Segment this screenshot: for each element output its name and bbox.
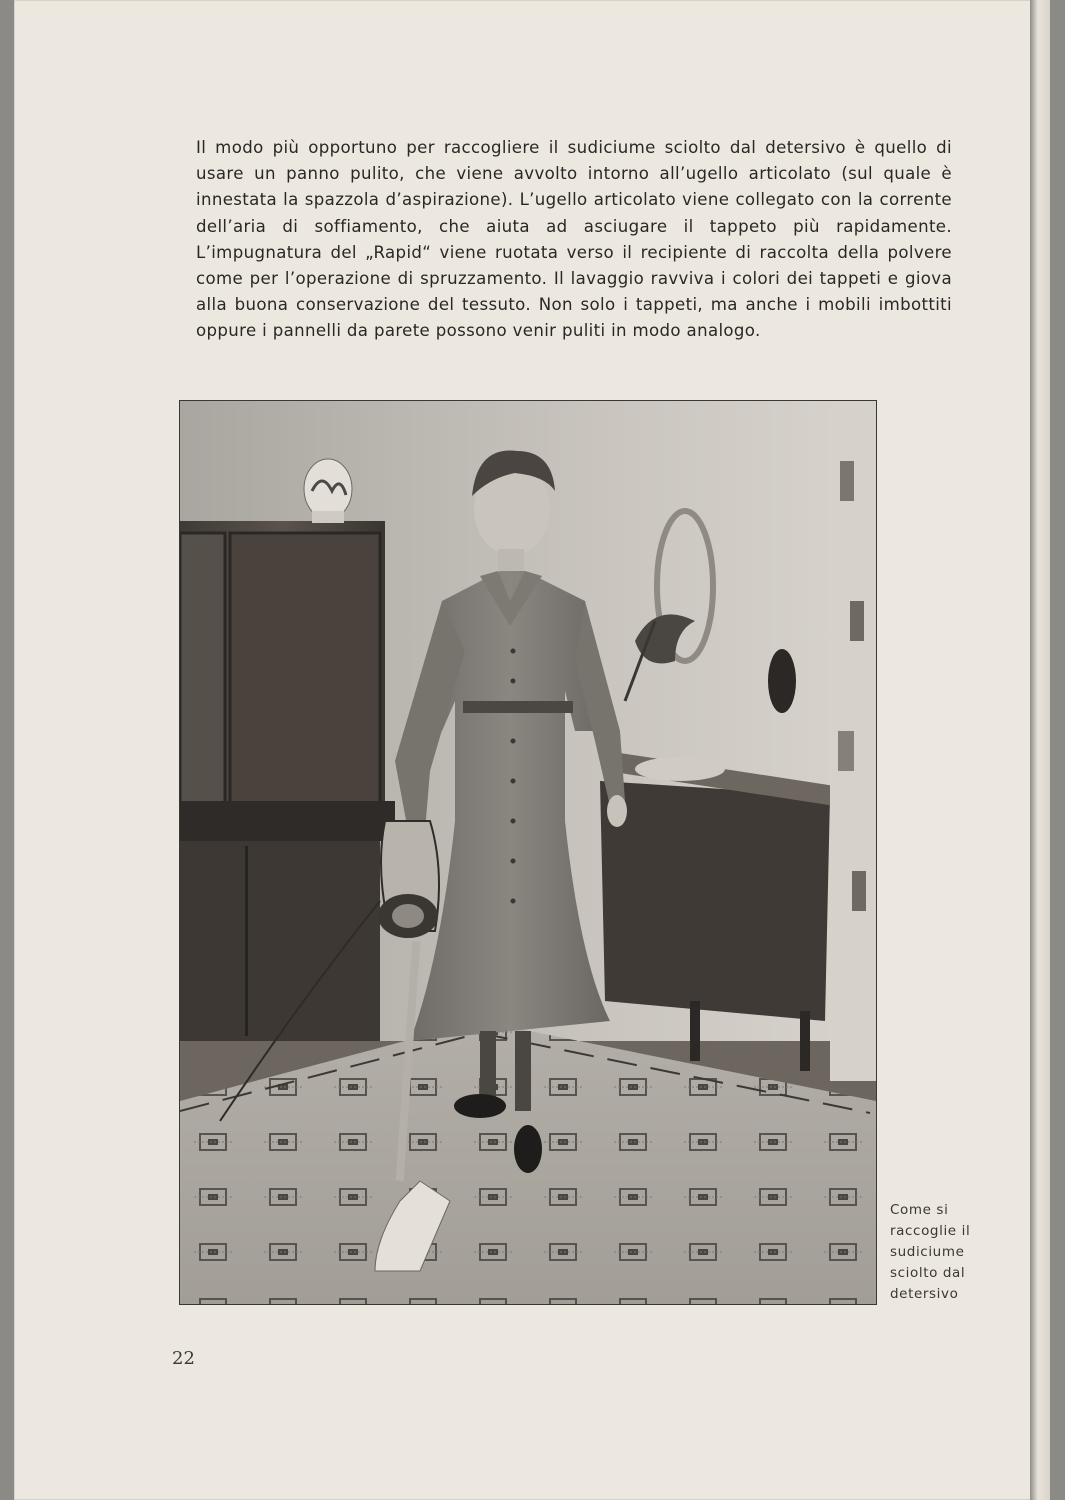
caption-line: sciolto dal [890, 1265, 966, 1281]
caption-line: detersivo [890, 1286, 959, 1302]
page-number: 22 [172, 1348, 195, 1369]
body-paragraph: Il modo più opportuno per raccogliere il sudiciume sciolto dal detersivo è quello di usare un panno pulito, che viene avvolto intorno all’ugello articolato (sul quale è innestata la spazzola d’aspirazione). L’ugello articolato viene collegato con la corrente dell’aria di soffiamento, che aiuta ad asciugare il tappeto più rapidamente. L’impugnatura del „Rapid“ viene ruotata verso il recipiente di raccolta della polvere come per l’operazione di spruzzamento. Il lavaggio ravviva i colori dei tappeti e giova alla buona conservazione del tessuto. Non solo i tappeti, ma anche i mobili imbottiti oppure i pannelli da parete possono venir puliti in modo analogo. [196, 138, 952, 341]
caption-line: Come si [890, 1202, 949, 1218]
page-edge [1030, 0, 1050, 1500]
photo-woman-vacuuming-icon [179, 400, 877, 1305]
caption-line: sudiciume [890, 1244, 965, 1260]
caption-line: raccoglie il [890, 1223, 971, 1239]
photo-caption [890, 1200, 1000, 1305]
